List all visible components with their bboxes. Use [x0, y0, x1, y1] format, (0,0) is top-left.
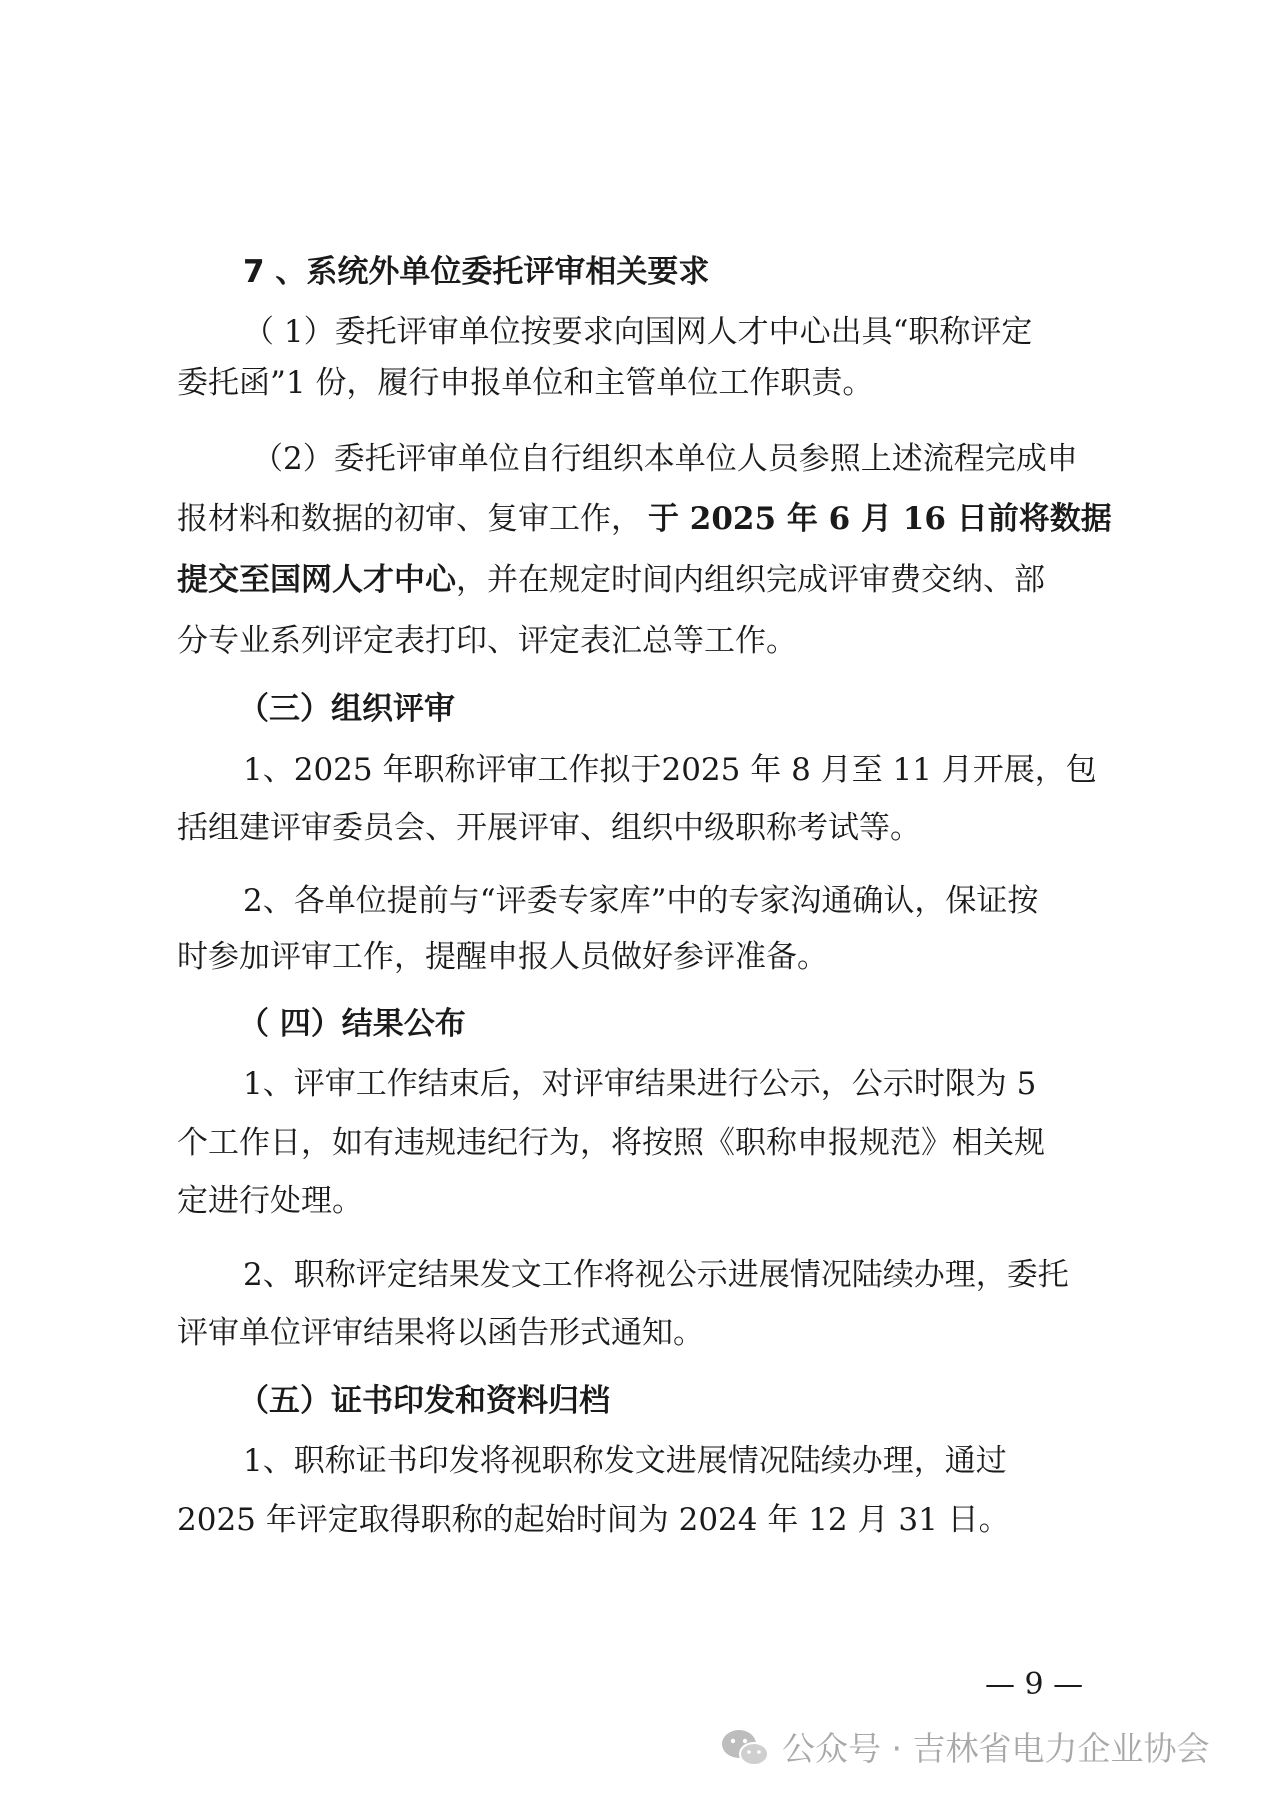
item7-p2-line3-text: ，并在规定时间内组织完成评审费交纳、部 — [456, 562, 1045, 598]
item7-heading: 7 、系统外单位委托评审相关要求 — [243, 254, 710, 290]
section4-heading: （ 四）结果公布 — [238, 1006, 466, 1042]
item7-p2-line3-emphasis: 提交至国网人才中心 — [177, 562, 456, 598]
s4-p2-line2: 评审单位评审结果将以函告形式通知。 — [177, 1315, 704, 1351]
page-number: — 9 — — [985, 1667, 1084, 1702]
s4-p1-line3: 定进行处理。 — [177, 1183, 363, 1219]
s4-p1-line1: 1、评审工作结束后，对评审结果进行公示，公示时限为 5 — [243, 1066, 1037, 1102]
section5-heading: （五）证书印发和资料归档 — [238, 1383, 610, 1419]
item7-p2-line2-text: 报材料和数据的初审、复审工作， — [177, 501, 642, 537]
s5-p1-line1: 1、职称证书印发将视职称发文进展情况陆续办理，通过 — [243, 1443, 1007, 1479]
item7-p2-line1: （2）委托评审单位自行组织本单位人员参照上述流程完成申 — [252, 441, 1078, 477]
item7-p1-line1: （ 1）委托评审单位按要求向国网人才中心出具“职称评定 — [243, 314, 1033, 350]
item7-p2-line2 — [177, 499, 1120, 539]
s4-p1-line2: 个工作日，如有违规违纪行为，将按照《职称申报规范》相关规 — [177, 1125, 1045, 1161]
s3-p2-line2: 时参加评审工作，提醒申报人员做好参评准备。 — [177, 939, 828, 975]
item7-p2-line3 — [177, 560, 1120, 600]
section3-heading: （三）组织评审 — [238, 691, 455, 727]
item7-p2-line4: 分专业系列评定表打印、评定表汇总等工作。 — [177, 623, 797, 659]
s3-p1-line2: 括组建评审委员会、开展评审、组织中级职称考试等。 — [177, 810, 921, 846]
watermark-text: 公众号 · 吉林省电力企业协会 — [782, 1729, 1210, 1768]
item7-p2-line2-deadline: 于 2025 年 6 月 16 日前将数据 — [648, 501, 1112, 537]
s3-p2-line1: 2、各单位提前与“评委专家库”中的专家沟通确认，保证按 — [243, 883, 1039, 919]
wechat-icon — [720, 1727, 770, 1767]
item7-p1-line2: 委托函”1 份，履行申报单位和主管单位工作职责。 — [177, 365, 874, 401]
s4-p2-line1: 2、职称评定结果发文工作将视公示进展情况陆续办理，委托 — [243, 1257, 1069, 1293]
s3-p1-line1: 1、2025 年职称评审工作拟于2025 年 8 月至 11 月开展，包 — [243, 752, 1097, 788]
s5-p1-line2: 2025 年评定取得职称的起始时间为 2024 年 12 月 31 日。 — [177, 1502, 1010, 1538]
watermark — [720, 1723, 1209, 1770]
